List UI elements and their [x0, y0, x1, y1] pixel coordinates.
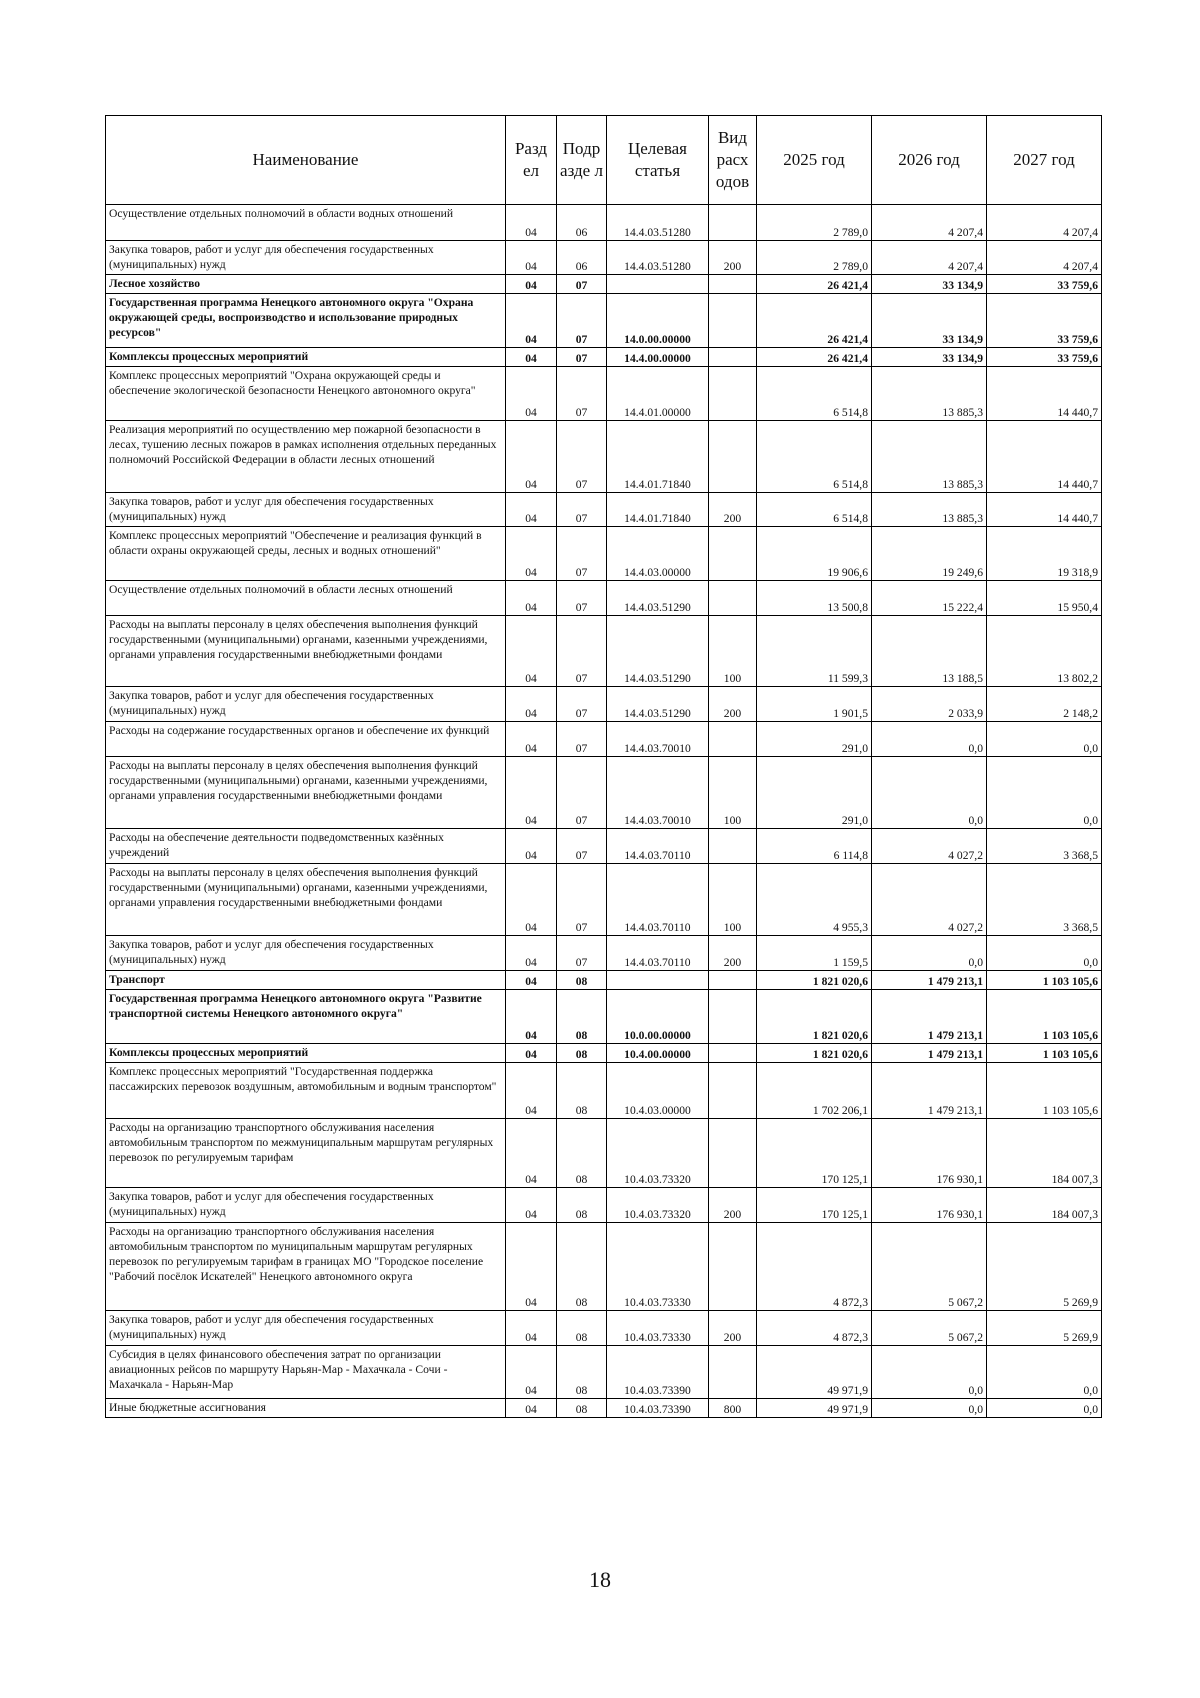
table-row — [106, 1063, 1102, 1119]
row-name: Закупка товаров, работ и услуг для обеспечения государственных (муниципальных) нужд — [106, 241, 506, 275]
row-2025: 11 599,3 — [757, 616, 872, 687]
header-vid: Вид расх одов — [709, 116, 757, 205]
row-vid — [709, 294, 757, 348]
row-2026: 176 930,1 — [872, 1119, 987, 1188]
row-celevaya: 14.4.03.70010 — [607, 722, 709, 757]
row-2025: 26 421,4 — [757, 294, 872, 348]
row-vid — [709, 581, 757, 616]
row-podrazdel: 07 — [557, 829, 607, 864]
row-vid — [709, 1044, 757, 1063]
row-2027: 5 269,9 — [987, 1223, 1102, 1311]
row-name: Лесное хозяйство — [106, 275, 506, 294]
row-podrazdel: 07 — [557, 421, 607, 493]
row-2025: 4 872,3 — [757, 1223, 872, 1311]
row-vid: 200 — [709, 493, 757, 527]
table-row — [106, 275, 1102, 294]
row-celevaya: 10.4.03.00000 — [607, 1063, 709, 1119]
table-row — [106, 971, 1102, 990]
row-razdel: 04 — [506, 348, 557, 367]
row-vid: 200 — [709, 241, 757, 275]
header-2026: 2026 год — [872, 116, 987, 205]
table-row — [106, 990, 1102, 1044]
row-podrazdel: 07 — [557, 294, 607, 348]
row-2025: 49 971,9 — [757, 1346, 872, 1399]
row-celevaya: 14.4.00.00000 — [607, 348, 709, 367]
row-celevaya: 14.4.03.51280 — [607, 205, 709, 241]
row-name: Иные бюджетные ассигнования — [106, 1399, 506, 1418]
row-2025: 26 421,4 — [757, 275, 872, 294]
row-celevaya — [607, 275, 709, 294]
row-2026: 4 027,2 — [872, 864, 987, 936]
row-vid: 100 — [709, 757, 757, 829]
row-2026: 5 067,2 — [872, 1223, 987, 1311]
table-row — [106, 348, 1102, 367]
row-celevaya: 14.4.01.71840 — [607, 421, 709, 493]
row-2025: 1 821 020,6 — [757, 1044, 872, 1063]
row-vid: 100 — [709, 864, 757, 936]
row-celevaya: 14.0.00.00000 — [607, 294, 709, 348]
row-vid — [709, 367, 757, 421]
row-2027: 13 802,2 — [987, 616, 1102, 687]
row-celevaya: 14.4.03.00000 — [607, 527, 709, 581]
row-celevaya: 10.0.00.00000 — [607, 990, 709, 1044]
row-2026: 4 207,4 — [872, 241, 987, 275]
row-name: Расходы на организацию транспортного обслуживания населения автомобильным транспортом по муниципальным маршрутам регулярных перевозок по регулируемым тарифам в границах МО "Городское поселение "Рабочий посёлок Искателей" Ненецкого автономного округа — [106, 1223, 506, 1311]
row-name: Субсидия в целях финансового обеспечения затрат по организации авиационных рейсов по маршруту Нарьян-Мар - Махачкала - Сочи - Махачкала - Нарьян-Мар — [106, 1346, 506, 1399]
row-2026: 1 479 213,1 — [872, 971, 987, 990]
row-celevaya: 14.4.03.51290 — [607, 581, 709, 616]
row-2027: 1 103 105,6 — [987, 1044, 1102, 1063]
header-2025: 2025 год — [757, 116, 872, 205]
header-name: Наименование — [106, 116, 506, 205]
row-vid — [709, 527, 757, 581]
row-podrazdel: 07 — [557, 527, 607, 581]
row-name: Расходы на организацию транспортного обслуживания населения автомобильным транспортом по межмуниципальным маршрутам регулярных перевозок по регулируемым тарифам — [106, 1119, 506, 1188]
row-podrazdel: 08 — [557, 971, 607, 990]
row-2025: 170 125,1 — [757, 1188, 872, 1223]
row-2026: 1 479 213,1 — [872, 1044, 987, 1063]
row-vid — [709, 205, 757, 241]
row-razdel: 04 — [506, 275, 557, 294]
table-row — [106, 936, 1102, 971]
table-row — [106, 367, 1102, 421]
header-razdel: Разд ел — [506, 116, 557, 205]
row-2026: 33 134,9 — [872, 275, 987, 294]
row-vid — [709, 829, 757, 864]
row-vid — [709, 990, 757, 1044]
header-podrazdel: Подр азде л — [557, 116, 607, 205]
row-celevaya: 14.4.03.70110 — [607, 864, 709, 936]
table-row — [106, 1399, 1102, 1418]
row-celevaya: 14.4.03.51290 — [607, 616, 709, 687]
row-razdel: 04 — [506, 241, 557, 275]
row-vid — [709, 1223, 757, 1311]
row-celevaya: 10.4.03.73330 — [607, 1311, 709, 1346]
row-celevaya: 14.4.01.00000 — [607, 367, 709, 421]
row-razdel: 04 — [506, 864, 557, 936]
table-header-row — [106, 116, 1102, 205]
row-name: Государственная программа Ненецкого автономного округа "Развитие транспортной системы Ненецкого автономного округа" — [106, 990, 506, 1044]
table-row — [106, 294, 1102, 348]
row-2027: 1 103 105,6 — [987, 990, 1102, 1044]
row-razdel: 04 — [506, 527, 557, 581]
row-2027: 184 007,3 — [987, 1119, 1102, 1188]
row-2025: 2 789,0 — [757, 241, 872, 275]
row-razdel: 04 — [506, 421, 557, 493]
row-name: Закупка товаров, работ и услуг для обеспечения государственных (муниципальных) нужд — [106, 1188, 506, 1223]
table-row — [106, 421, 1102, 493]
row-razdel: 04 — [506, 1399, 557, 1418]
row-razdel: 04 — [506, 757, 557, 829]
row-name: Расходы на выплаты персоналу в целях обеспечения выполнения функций государственными (муниципальными) органами, казенными учреждениями, органами управления государственными внебюджетными фондами — [106, 757, 506, 829]
row-name: Комплексы процессных мероприятий — [106, 1044, 506, 1063]
row-2026: 0,0 — [872, 757, 987, 829]
row-2025: 1 159,5 — [757, 936, 872, 971]
row-2025: 1 901,5 — [757, 687, 872, 722]
row-2027: 0,0 — [987, 1346, 1102, 1399]
table-row — [106, 205, 1102, 241]
table-row — [106, 527, 1102, 581]
row-2026: 0,0 — [872, 1346, 987, 1399]
row-name: Расходы на содержание государственных органов и обеспечение их функций — [106, 722, 506, 757]
row-razdel: 04 — [506, 493, 557, 527]
table-row — [106, 493, 1102, 527]
table-row — [106, 864, 1102, 936]
table-row — [106, 1346, 1102, 1399]
row-razdel: 04 — [506, 294, 557, 348]
table-row — [106, 616, 1102, 687]
page-number: 18 — [589, 1567, 611, 1592]
row-podrazdel: 08 — [557, 1223, 607, 1311]
row-vid — [709, 348, 757, 367]
row-2026: 4 207,4 — [872, 205, 987, 241]
row-razdel: 04 — [506, 616, 557, 687]
row-2025: 6 514,8 — [757, 367, 872, 421]
row-podrazdel: 07 — [557, 864, 607, 936]
row-podrazdel: 07 — [557, 722, 607, 757]
row-name: Расходы на обеспечение деятельности подведомственных казённых учреждений — [106, 829, 506, 864]
row-2026: 0,0 — [872, 1399, 987, 1418]
table-row — [106, 241, 1102, 275]
row-2027: 33 759,6 — [987, 275, 1102, 294]
table-row — [106, 581, 1102, 616]
row-2027: 1 103 105,6 — [987, 1063, 1102, 1119]
row-2026: 13 885,3 — [872, 367, 987, 421]
row-2027: 1 103 105,6 — [987, 971, 1102, 990]
row-celevaya: 10.4.00.00000 — [607, 1044, 709, 1063]
row-2025: 1 821 020,6 — [757, 971, 872, 990]
row-2025: 4 955,3 — [757, 864, 872, 936]
row-2026: 13 885,3 — [872, 493, 987, 527]
table-row — [106, 757, 1102, 829]
row-vid: 800 — [709, 1399, 757, 1418]
row-2025: 6 514,8 — [757, 493, 872, 527]
row-2027: 15 950,4 — [987, 581, 1102, 616]
table-row — [106, 1119, 1102, 1188]
row-vid — [709, 1346, 757, 1399]
row-podrazdel: 07 — [557, 493, 607, 527]
row-2026: 0,0 — [872, 936, 987, 971]
row-vid — [709, 421, 757, 493]
row-2027: 14 440,7 — [987, 367, 1102, 421]
row-razdel: 04 — [506, 1188, 557, 1223]
row-2025: 26 421,4 — [757, 348, 872, 367]
row-podrazdel: 07 — [557, 348, 607, 367]
row-podrazdel: 07 — [557, 616, 607, 687]
table-row — [106, 1311, 1102, 1346]
row-razdel: 04 — [506, 990, 557, 1044]
row-razdel: 04 — [506, 581, 557, 616]
row-2027: 14 440,7 — [987, 421, 1102, 493]
row-vid: 200 — [709, 1188, 757, 1223]
row-celevaya: 14.4.03.70010 — [607, 757, 709, 829]
table-row — [106, 1188, 1102, 1223]
row-podrazdel: 07 — [557, 757, 607, 829]
row-podrazdel: 08 — [557, 1346, 607, 1399]
row-name: Закупка товаров, работ и услуг для обеспечения государственных (муниципальных) нужд — [106, 493, 506, 527]
row-podrazdel: 06 — [557, 205, 607, 241]
header-celevaya: Целевая статья — [607, 116, 709, 205]
row-celevaya: 14.4.03.51290 — [607, 687, 709, 722]
row-podrazdel: 07 — [557, 936, 607, 971]
row-podrazdel: 07 — [557, 687, 607, 722]
row-razdel: 04 — [506, 829, 557, 864]
row-celevaya: 14.4.03.70110 — [607, 936, 709, 971]
row-podrazdel: 08 — [557, 1044, 607, 1063]
row-podrazdel: 07 — [557, 275, 607, 294]
row-celevaya: 14.4.01.71840 — [607, 493, 709, 527]
row-celevaya: 10.4.03.73330 — [607, 1223, 709, 1311]
row-podrazdel: 07 — [557, 367, 607, 421]
row-2027: 2 148,2 — [987, 687, 1102, 722]
row-name: Комплекс процессных мероприятий "Государственная поддержка пассажирских перевозок воздушным, автомобильным и водным транспортом" — [106, 1063, 506, 1119]
row-2027: 33 759,6 — [987, 348, 1102, 367]
row-2026: 33 134,9 — [872, 294, 987, 348]
row-razdel: 04 — [506, 722, 557, 757]
row-2025: 1 821 020,6 — [757, 990, 872, 1044]
row-2027: 3 368,5 — [987, 829, 1102, 864]
row-2025: 291,0 — [757, 722, 872, 757]
row-razdel: 04 — [506, 1311, 557, 1346]
row-2027: 184 007,3 — [987, 1188, 1102, 1223]
row-2026: 2 033,9 — [872, 687, 987, 722]
table-row — [106, 722, 1102, 757]
row-celevaya: 10.4.03.73390 — [607, 1346, 709, 1399]
row-razdel: 04 — [506, 687, 557, 722]
table-row — [106, 829, 1102, 864]
row-2025: 170 125,1 — [757, 1119, 872, 1188]
row-2025: 13 500,8 — [757, 581, 872, 616]
row-razdel: 04 — [506, 367, 557, 421]
row-2027: 4 207,4 — [987, 241, 1102, 275]
row-2026: 5 067,2 — [872, 1311, 987, 1346]
row-name: Осуществление отдельных полномочий в области лесных отношений — [106, 581, 506, 616]
row-2027: 0,0 — [987, 1399, 1102, 1418]
row-2026: 0,0 — [872, 722, 987, 757]
row-celevaya: 10.4.03.73320 — [607, 1119, 709, 1188]
row-2025: 2 789,0 — [757, 205, 872, 241]
table-row — [106, 687, 1102, 722]
row-vid: 200 — [709, 936, 757, 971]
row-razdel: 04 — [506, 1346, 557, 1399]
row-2026: 1 479 213,1 — [872, 990, 987, 1044]
row-2027: 3 368,5 — [987, 864, 1102, 936]
row-razdel: 04 — [506, 1119, 557, 1188]
row-2027: 5 269,9 — [987, 1311, 1102, 1346]
row-celevaya — [607, 971, 709, 990]
row-razdel: 04 — [506, 936, 557, 971]
row-razdel: 04 — [506, 1044, 557, 1063]
row-name: Расходы на выплаты персоналу в целях обеспечения выполнения функций государственными (муниципальными) органами, казенными учреждениями, органами управления государственными внебюджетными фондами — [106, 616, 506, 687]
row-2025: 19 906,6 — [757, 527, 872, 581]
row-2026: 33 134,9 — [872, 348, 987, 367]
row-2025: 6 514,8 — [757, 421, 872, 493]
row-vid — [709, 722, 757, 757]
row-vid — [709, 275, 757, 294]
row-vid — [709, 1119, 757, 1188]
row-2027: 33 759,6 — [987, 294, 1102, 348]
row-razdel: 04 — [506, 1063, 557, 1119]
row-podrazdel: 07 — [557, 581, 607, 616]
row-name: Осуществление отдельных полномочий в области водных отношений — [106, 205, 506, 241]
row-vid: 200 — [709, 1311, 757, 1346]
row-2026: 13 188,5 — [872, 616, 987, 687]
table-row — [106, 1044, 1102, 1063]
row-celevaya: 14.4.03.70110 — [607, 829, 709, 864]
row-2027: 14 440,7 — [987, 493, 1102, 527]
row-vid — [709, 971, 757, 990]
row-2025: 291,0 — [757, 757, 872, 829]
budget-table — [105, 115, 1102, 1418]
row-name: Расходы на выплаты персоналу в целях обеспечения выполнения функций государственными (муниципальными) органами, казенными учреждениями, органами управления государственными внебюджетными фондами — [106, 864, 506, 936]
row-podrazdel: 08 — [557, 990, 607, 1044]
row-2026: 15 222,4 — [872, 581, 987, 616]
row-celevaya: 10.4.03.73320 — [607, 1188, 709, 1223]
row-vid — [709, 1063, 757, 1119]
row-2025: 6 114,8 — [757, 829, 872, 864]
row-podrazdel: 08 — [557, 1119, 607, 1188]
row-razdel: 04 — [506, 205, 557, 241]
row-razdel: 04 — [506, 971, 557, 990]
row-name: Комплекс процессных мероприятий "Обеспечение и реализация функций в области охраны окружающей среды, лесных и водных отношений" — [106, 527, 506, 581]
row-2027: 0,0 — [987, 757, 1102, 829]
row-celevaya: 10.4.03.73390 — [607, 1399, 709, 1418]
row-razdel: 04 — [506, 1223, 557, 1311]
row-2026: 19 249,6 — [872, 527, 987, 581]
row-name: Закупка товаров, работ и услуг для обеспечения государственных (муниципальных) нужд — [106, 687, 506, 722]
row-2025: 1 702 206,1 — [757, 1063, 872, 1119]
row-podrazdel: 08 — [557, 1399, 607, 1418]
row-name: Закупка товаров, работ и услуг для обеспечения государственных (муниципальных) нужд — [106, 1311, 506, 1346]
row-2026: 1 479 213,1 — [872, 1063, 987, 1119]
row-podrazdel: 08 — [557, 1188, 607, 1223]
row-podrazdel: 08 — [557, 1063, 607, 1119]
row-2027: 19 318,9 — [987, 527, 1102, 581]
row-name: Транспорт — [106, 971, 506, 990]
row-celevaya: 14.4.03.51280 — [607, 241, 709, 275]
table-body — [106, 205, 1102, 1418]
row-2026: 13 885,3 — [872, 421, 987, 493]
row-2027: 4 207,4 — [987, 205, 1102, 241]
row-name: Государственная программа Ненецкого автономного округа "Охрана окружающей среды, воспроизводство и использование природных ресурсов" — [106, 294, 506, 348]
header-2027: 2027 год — [987, 116, 1102, 205]
row-podrazdel: 06 — [557, 241, 607, 275]
row-2027: 0,0 — [987, 936, 1102, 971]
row-name: Реализация мероприятий по осуществлению мер пожарной безопасности в лесах, тушению лесных пожаров в рамках исполнения отдельных переданных полномочий Российской Федерации в области лесных отношений — [106, 421, 506, 493]
row-2026: 4 027,2 — [872, 829, 987, 864]
row-podrazdel: 08 — [557, 1311, 607, 1346]
row-2025: 4 872,3 — [757, 1311, 872, 1346]
table-row — [106, 1223, 1102, 1311]
row-name: Комплекс процессных мероприятий "Охрана окружающей среды и обеспечение экологической безопасности Ненецкого автономного округа" — [106, 367, 506, 421]
row-vid: 200 — [709, 687, 757, 722]
row-2027: 0,0 — [987, 722, 1102, 757]
row-2026: 176 930,1 — [872, 1188, 987, 1223]
row-name: Комплексы процессных мероприятий — [106, 348, 506, 367]
row-2025: 49 971,9 — [757, 1399, 872, 1418]
row-name: Закупка товаров, работ и услуг для обеспечения государственных (муниципальных) нужд — [106, 936, 506, 971]
row-vid: 100 — [709, 616, 757, 687]
